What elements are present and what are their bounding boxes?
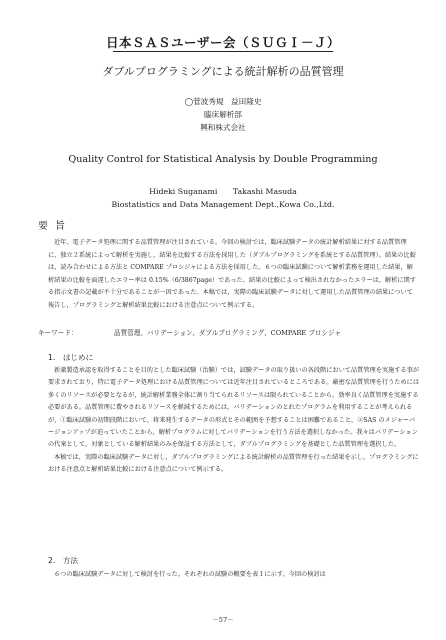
- title-underline: [113, 51, 333, 52]
- section-1-paragraph-1: 新薬製造承認を取得することを目的とした臨床試験（治験）では，試験データの取り扱いの各段階において品質管理を実施する事が要求されており，特に電子データ処理における品質管理については近年注目されているところである。厳密な品質管理を行うためには多くのリソースが必要となるが，統計解析業務全体に割り当てられるリソースは限られていることから，効率良く品質管理を実施する必要がある。品質管理に費やされるリソースを軽減するためには，バリデーションのとれたプログラムを利用することが考えられるが，①臨床試験の初期段階において，将来発生するデータの形式とその範囲を予想することは困難であること，②SAS のメジャーバージョンアップが迫っていたことから，解析プログラムに対してバリデーションを行う方法を選択しなかった。我々はバリデーションの代案として，対象としている解析結果のみを保証する方法として，ダブルプログラミングを基礎とした品質管理を選択した。: [48, 367, 420, 449]
- affiliation-en: Biostatistics and Data Management Dept.,Kowa Co.,Ltd.: [111, 200, 335, 209]
- author-block-en: [0, 185, 446, 211]
- abstract-body: [48, 237, 418, 313]
- keywords-text: 品質管理、バリデーション、ダブルプログラミング、COMPARE プロシジャ: [114, 329, 342, 337]
- conference-title: 日本ＳＡＳユーザー会（ＳＵＧＩ－Ｊ）: [105, 35, 340, 50]
- section-2-heading: 2. 方法: [48, 556, 79, 565]
- authors-en: Hideki Suganami Takashi Masuda: [149, 187, 297, 196]
- section-2-body: [48, 569, 420, 581]
- department-ja: 臨床解析部: [204, 110, 242, 119]
- company-ja: 興和株式会社: [200, 123, 246, 132]
- author-block-ja: [0, 95, 446, 134]
- abstract-heading: 要 旨: [38, 221, 68, 232]
- paper-title-en: Quality Control for Statistical Analysis by Double Programming: [68, 154, 378, 165]
- page-number: －57－: [212, 616, 234, 624]
- section-1-heading: 1. はじめに: [48, 353, 94, 362]
- section-2-paragraph-1: ６つの臨床試験データに対して検討を行った。それぞれの試験の概要を表１に示す。今回の検討は: [54, 571, 326, 578]
- authors-ja: ◯菅波秀規 益田隆史: [184, 97, 262, 106]
- section-1-paragraph-2: 本稿では，実際の臨床試験データに対し，ダブルプログラミングによる統計解析の品質管理を行った結果を示し，プログラミングにおける注意点と解析結果比較における注意点について例示する。: [48, 453, 419, 474]
- section-1-body: [48, 365, 420, 477]
- paper-title-ja: ダブルプログラミングによる統計解析の品質管理: [102, 65, 344, 78]
- keywords-label: キーワード：: [38, 329, 78, 337]
- abstract-text: 近年、電子データ処理に関する品質管理が注目されている。今回の検討では，臨床試験データの統計解析結果に対する品質管理に，独立２系統によって解析を実施し，結果を比較する方法を採用した（ダブルプログラミングを系統とする品質管理）。結果の比較は，読み合わせによる方法と COMPARE プロシジャによる方法を採用した。６つの臨床試験について解析業務を運用した結果，解析結果の比較を面違したエラー率は 0.15%（6/3867page）であった。結果の比較によって検出されなかったエラーは，解析に関する指示文書の記載が不十分であることが一因であった。本稿では，実際の臨床試験データに対して運用した品質管理の結果について報告し，プログラミングと解析結果比較における注意点について例示する。: [48, 239, 416, 309]
